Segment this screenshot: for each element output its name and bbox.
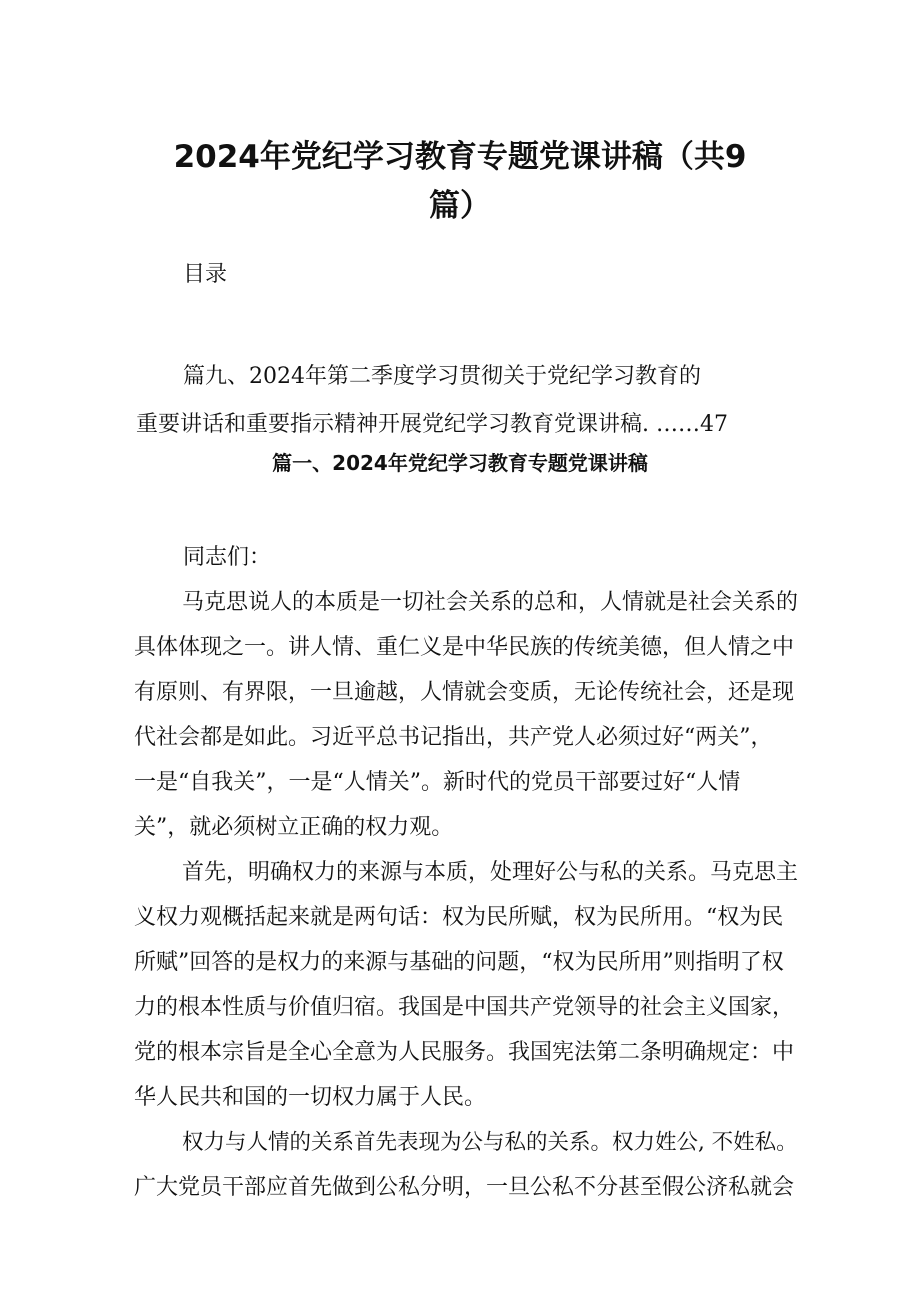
paragraph-1-line-4: 代社会都是如此。习近平总书记指出，共产党人必须过好“两关”， [134,725,773,750]
paragraph-1-line-3: 有原则、有界限，一旦逾越，人情就会变质，无论传统社会，还是现 [134,680,795,705]
document-title-line-1: 2024年党纪学习教育专题党课讲稿（共9 [173,139,747,175]
paragraph-2-line-2: 义权力观概括起来就是两句话：权为民所赋，权为民所用。“权为民 [134,905,784,930]
paragraph-2-line-4: 力的根本性质与价值归宿。我国是中国共产党领导的社会主义国家， [134,995,795,1020]
toc-label: 目录 [183,262,228,287]
paragraph-3-line-2: 广大党员干部应首先做到公私分明，一旦公私不分甚至假公济私就会 [134,1175,795,1200]
paragraph-1-line-5: 一是“自我关”，一是“人情关”。新时代的党员干部要过好“人情 [134,770,741,795]
toc-entry-line-1: 篇九、2024年第二季度学习贯彻关于党纪学习教育的 [183,364,701,389]
paragraph-3-line-1: 权力与人情的关系首先表现为公与私的关系。权力姓公, 不姓私。 [182,1130,798,1155]
section-heading: 篇一、2024年党纪学习教育专题党课讲稿 [272,451,648,475]
document-title-line-2: 篇） [429,188,491,224]
paragraph-2-line-3: 所赋”回答的是权力的来源与基础的问题，“权为民所用”则指明了权 [134,950,784,975]
paragraph-1-line-1: 马克思说人的本质是一切社会关系的总和，人情就是社会关系的 [182,590,799,615]
paragraph-1-line-6: 关”，就必须树立正确的权力观。 [134,815,454,840]
paragraph-2-line-1: 首先，明确权力的来源与本质，处理好公与私的关系。马克思主 [182,860,799,885]
paragraph-2-line-6: 华人民共和国的一切权力属于人民。 [134,1085,487,1110]
toc-entry-line-2: 重要讲话和重要指示精神开展党纪学习教育党课讲稿. ……47 [136,412,728,437]
paragraph-2-line-5: 党的根本宗旨是全心全意为人民服务。我国宪法第二条明确规定：中 [134,1040,795,1065]
paragraph-1-line-2: 具体体现之一。讲人情、重仁义是中华民族的传统美德，但人情之中 [134,635,795,660]
salutation: 同志们： [183,545,272,570]
